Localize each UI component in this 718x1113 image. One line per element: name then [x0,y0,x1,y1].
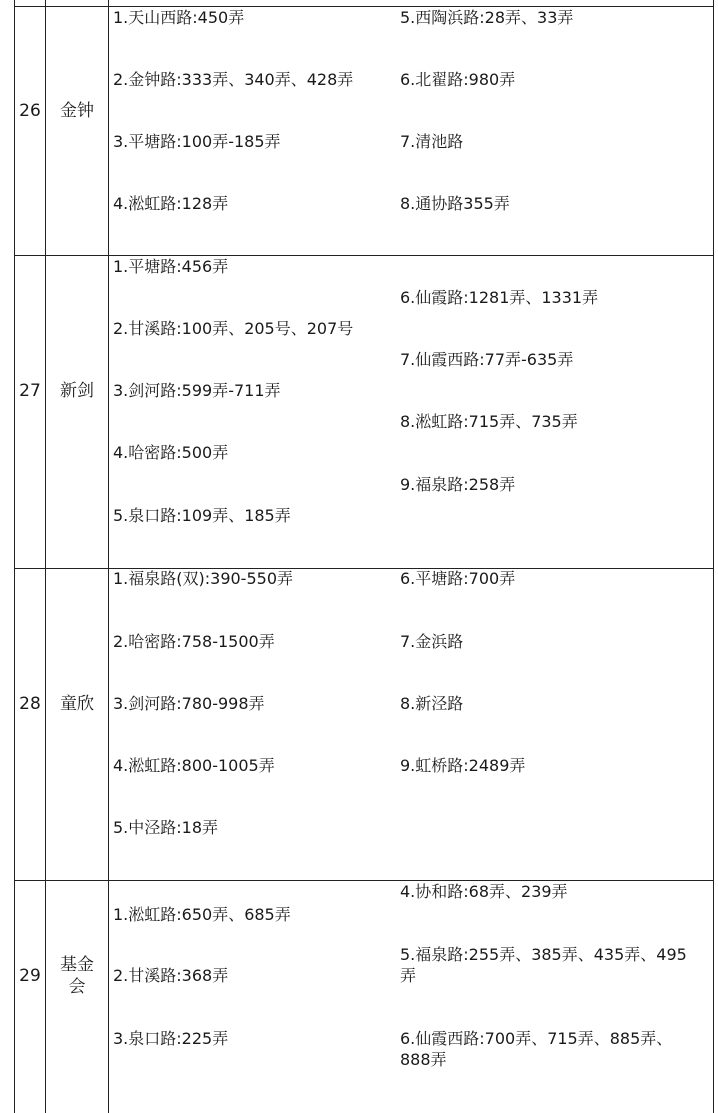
address-entry: 2.金钟路:333弄、340弄、428弄 [113,70,354,89]
address-entry: 5.西陶浜路:28弄、33弄 [400,8,574,27]
community-name: 新剑 [60,381,94,401]
row-number: 29 [19,966,41,986]
address-entry: 1.福泉路(双):390-550弄 [113,569,293,588]
address-entry: 4.淞虹路:128弄 [113,194,229,213]
address-entry: 9.虹桥路:2489弄 [400,756,526,775]
table-border-col1 [45,0,46,1113]
address-entry: 4.哈密路:500弄 [113,443,229,462]
address-entry: 7.仙霞西路:77弄-635弄 [400,350,574,369]
address-entry: 5.泉口路:109弄、185弄 [113,506,291,525]
address-entry: 9.福泉路:258弄 [400,475,516,494]
address-entry: 8.淞虹路:715弄、735弄 [400,412,578,431]
address-entry: 1.平塘路:456弄 [113,257,229,276]
address-entry: 1.淞虹路:650弄、685弄 [113,905,291,924]
address-entry: 6.北翟路:980弄 [400,70,516,89]
address-entry: 5.中泾路:18弄 [113,818,219,837]
table-border-col2 [108,0,109,1113]
address-entry: 8.新泾路 [400,694,464,713]
address-entry: 3.平塘路:100弄-185弄 [113,132,281,151]
address-entry: 6.仙霞西路:700弄、715弄、885弄、888弄 [400,1029,673,1069]
community-name: 基金会 [60,955,94,997]
address-entry: 1.天山西路:450弄 [113,8,245,27]
address-entry: 3.剑河路:599弄-711弄 [113,381,281,400]
address-entry: 7.金浜路 [400,632,464,651]
address-entry: 8.通协路355弄 [400,194,510,213]
table-border-right [713,0,714,1113]
row-number: 26 [19,101,41,121]
address-entry: 5.福泉路:255弄、385弄、435弄、495弄 [400,945,687,985]
address-entry: 2.甘溪路:100弄、205号、207号 [113,319,354,338]
community-name: 童欣 [60,694,94,714]
row-number: 27 [19,381,41,401]
address-entry: 2.甘溪路:368弄 [113,966,229,985]
address-entry: 7.清池路 [400,132,464,151]
table-border-left [14,0,15,1113]
address-entry: 4.淞虹路:800-1005弄 [113,756,275,775]
address-entry: 2.哈密路:758-1500弄 [113,632,275,651]
address-entry: 6.仙霞路:1281弄、1331弄 [400,288,599,307]
community-name: 金钟 [60,101,94,121]
address-entry: 4.协和路:68弄、239弄 [400,882,568,901]
row-divider [14,880,714,881]
address-entry: 6.平塘路:700弄 [400,569,516,588]
row-number: 28 [19,694,41,714]
address-entry: 3.剑河路:780-998弄 [113,694,265,713]
address-entry: 3.泉口路:225弄 [113,1029,229,1048]
